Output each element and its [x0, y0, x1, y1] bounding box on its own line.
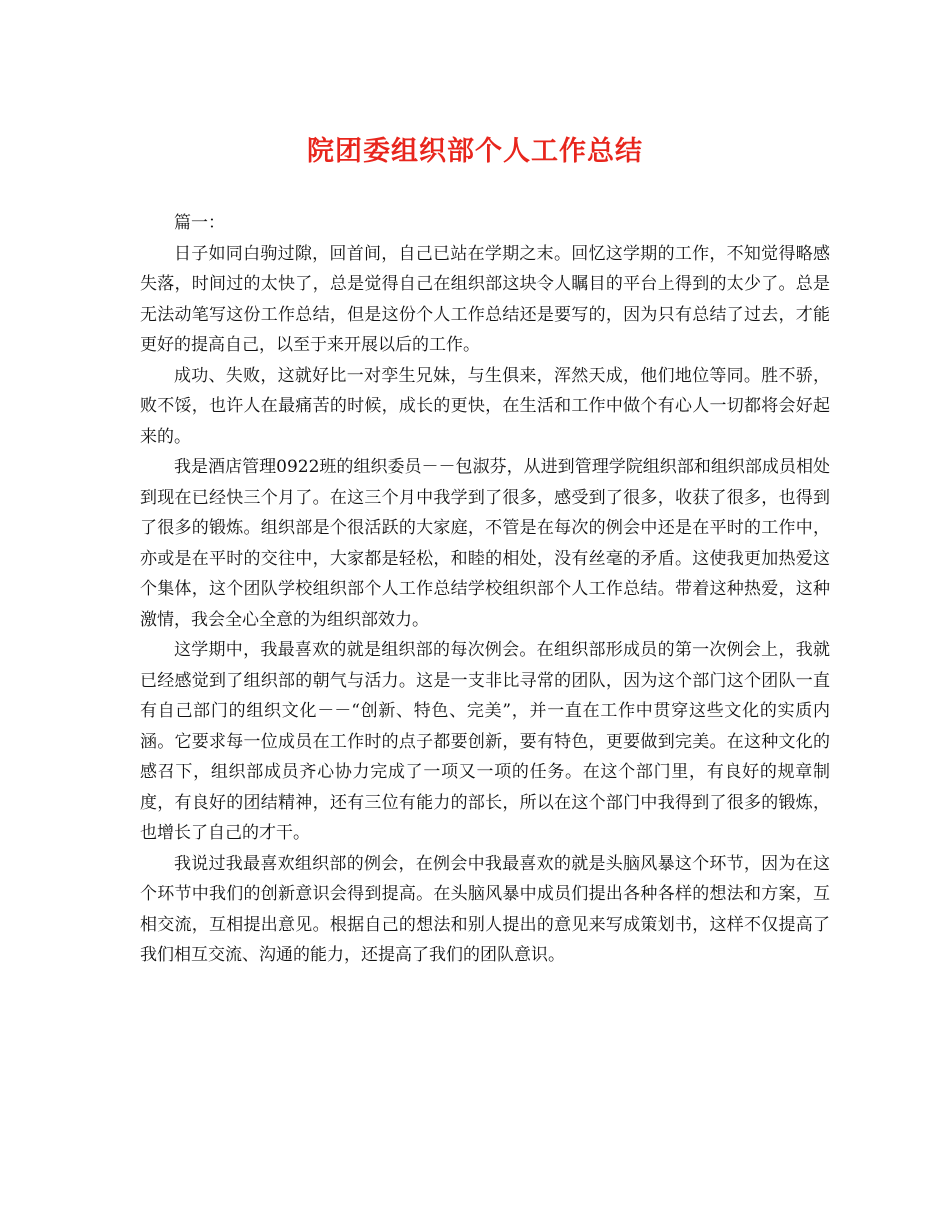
section-label: 篇一：	[174, 213, 225, 233]
paragraph-5: 我说过我最喜欢组织部的例会，在例会中我最喜欢的就是头脑风暴这个环节，因为在这个环节中我们的创新意识会得到提高。在头脑风暴中成员们提出各种各样的想法和方案，互相交流，互相提出意见。根据自己的想法和别人提出的意见来写成策划书，这样不仅提高了我们相互交流、沟通的能力，还提高了我们的团队意识。	[140, 853, 830, 965]
paragraph-1: 日子如同白驹过隙，回首间，自己已站在学期之末。回忆这学期的工作，不知觉得略感失落，时间过的太快了，总是觉得自己在组织部这块令人瞩目的平台上得到的太少了。总是无法动笔写这份工作总结，但是这份个人工作总结还是要写的，因为只有总结了过去，才能更好的提高自己，以至于来开展以后的工作。	[140, 243, 830, 355]
paragraph-3: 我是酒店管理0922班的组织委员－－包淑芬，从进到管理学院组织部和组织部成员相处到现在已经快三个月了。在这三个月中我学到了很多，感受到了很多，收获了很多，也得到了很多的锻炼。组织部是个很活跃的大家庭，不管是在每次的例会中还是在平时的工作中，亦或是在平时的交往中，大家都是轻松，和睦的相处，没有丝毫的矛盾。这使我更加热爱这个集体，这个团队学校组织部个人工作总结学校组织部个人工作总结。带着这种热爱，这种激情，我会全心全意的为组织部效力。	[140, 457, 830, 630]
document-body	[140, 208, 830, 971]
paragraph-4: 这学期中，我最喜欢的就是组织部的每次例会。在组织部形成员的第一次例会上，我就已经感觉到了组织部的朝气与活力。这是一支非比寻常的团队，因为这个部门这个团队一直有自己部门的组织文化－－“创新、特色、完美”，并一直在工作中贯穿这些文化的实质内涵。它要求每一位成员在工作时的点子都要创新，要有特色，更要做到完美。在这种文化的感召下，组织部成员齐心协力完成了一项又一项的任务。在这个部门里，有良好的规章制度，有良好的团结精神，还有三位有能力的部长，所以在这个部门中我得到了很多的锻炼，也增长了自己的才干。	[140, 640, 830, 843]
paragraph-2: 成功、失败，这就好比一对孪生兄妹，与生俱来，浑然天成，他们地位等同。胜不骄，败不馁，也许人在最痛苦的时候，成长的更快，在生活和工作中做个有心人一切都将会好起来的。	[140, 365, 830, 447]
document-title: 院团委组织部个人工作总结	[307, 136, 643, 167]
